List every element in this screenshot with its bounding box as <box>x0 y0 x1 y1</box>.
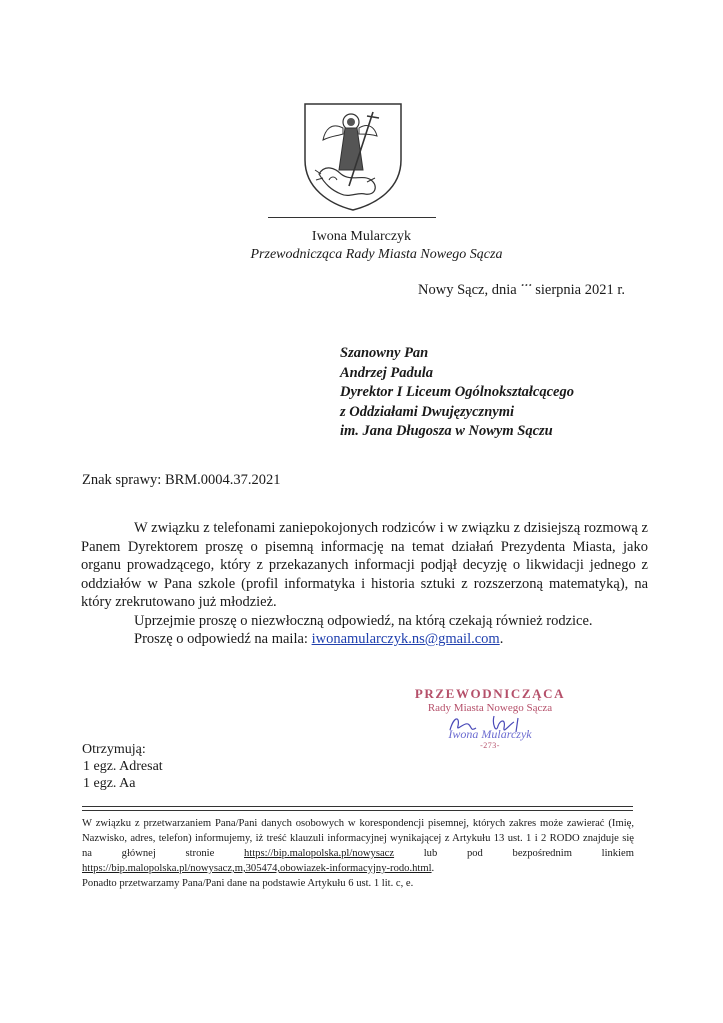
letter-body <box>81 519 648 649</box>
recipient-line: Andrzej Padula <box>340 364 434 381</box>
header-rule <box>268 217 436 218</box>
body-paragraph <box>81 630 648 649</box>
date-suffix: sierpnia 2021 r. <box>531 282 626 298</box>
recipients-item: 1 egz. Adresat <box>83 759 163 774</box>
email-suffix: . <box>499 631 504 647</box>
recipient-line: im. Jana Długosza w Nowym Sączu <box>340 423 553 439</box>
footer-rule <box>82 806 633 811</box>
gdpr-text: lub pod bezpośrednim linkiem <box>394 848 634 859</box>
gdpr-footer <box>82 816 634 891</box>
email-prefix: Proszę o odpowiedź na maila: <box>134 631 312 647</box>
rodo-link[interactable]: https://bip.malopolska.pl/nowysacz,m,305474,obowiazek-informacyjny-rodo.html <box>82 863 432 874</box>
stamp-subtitle: Rady Miasta Nowego Sącza <box>427 702 553 714</box>
recipient-line: Szanowny Pan <box>340 345 429 361</box>
stamp-name: Iwona Mularczyk <box>448 727 532 741</box>
recipient-line: z Oddziałami Dwujęzycznymi <box>340 403 515 420</box>
stamp-title: PRZEWODNICZĄCA <box>414 686 566 701</box>
recipient-address <box>340 344 574 442</box>
author-role: Przewodnicząca Rady Miasta Nowego Sącza <box>250 247 503 262</box>
gdpr-paragraph <box>82 816 634 876</box>
body-paragraph: W związku z telefonami zaniepokojonych rodziców i w związku z dzisiejszą rozmową z Panem Dyrektorem proszę o pisemną informację na temat działań Prezydenta Miasta, jako organu prowadzącego, który z przekazanych informacji podjął decyzję o likwidacji jednego z oddziałów w Pana szkole (profil informatyka i historia sztuki z rozszerzoną matematyką), na który zrekrutowano już młodzież. <box>81 520 648 610</box>
date-day: ... <box>520 272 532 290</box>
recipients-heading: Otrzymują: <box>82 742 146 757</box>
place-and-date <box>418 272 626 299</box>
case-reference: Znak sprawy: BRM.0004.37.2021 <box>82 472 281 488</box>
recipient-line: Dyrektor I Liceum Ogólnokształcącego <box>340 384 574 400</box>
gdpr-text: . <box>431 863 435 874</box>
recipients-list <box>82 741 163 792</box>
gdpr-paragraph: Ponadto przetwarzamy Pana/Pani dane na podstawie Artykułu 6 ust. 1 lit. c, e. <box>82 878 414 889</box>
coat-of-arms-emblem <box>301 100 405 212</box>
author-name: Iwona Mularczyk <box>311 229 412 244</box>
recipients-item: 1 egz. Aa <box>83 776 136 791</box>
bip-link[interactable]: https://bip.malopolska.pl/nowysacz <box>244 848 395 859</box>
date-prefix: Nowy Sącz, dnia <box>418 282 521 298</box>
stamp-number: -273- <box>480 741 500 750</box>
email-link[interactable]: iwonamularczyk.ns@gmail.com <box>311 631 500 647</box>
gdpr-text: W związku z przetwarzaniem Pana/Pani danych osobowych w korespondencji pisemnej, których zakres może zawierać (Imię, Nazwisko, adres, telefon) informujemy, iż treść klauzuli informacyjnej wynikającej z Artykułu 13 ust. 1 i 2 RODO znajduje się na głównej stronie <box>82 818 634 859</box>
body-paragraph: Uprzejmie proszę o niezwłoczną odpowiedź, na którą czekają również rodzice. <box>134 612 593 629</box>
